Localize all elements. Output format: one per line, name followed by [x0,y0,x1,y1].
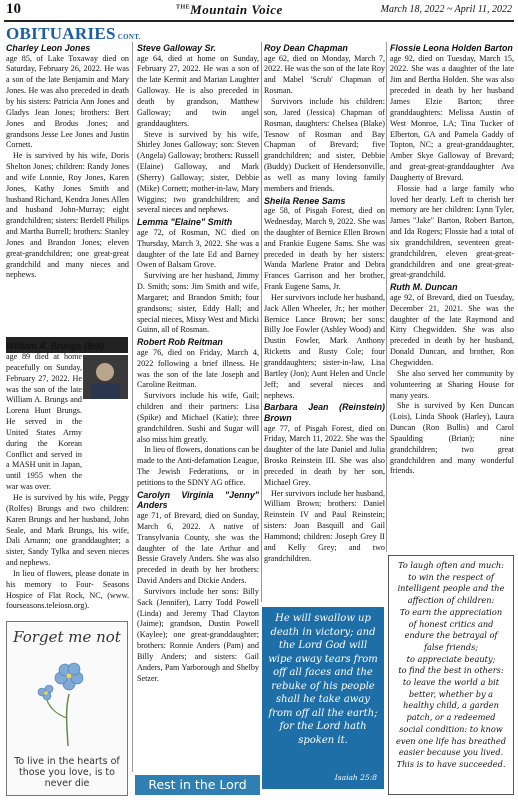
publication-name [176,2,283,18]
poem-line: patch, or a redeemed [406,712,496,723]
obit-paragraph: age 89 died at home peacefully on Sunday, February 27, 2022. He was the son of the late William A. Brungs and Lorena Hunt Brungs. He served in the United States Army during the Korean Conflict and served in a MASH unit in Japan, until 1955 when the war was over. [6,352,82,492]
publication-title: Mountain Voice [190,2,283,17]
obit-paragraph: In lieu of flowers, please donate in his memory to Four- Seasons Hospice of Flat Rock, NC, (www. fourseasons.teleiosn.org). [6,568,129,611]
poem-line: of honest critics and [408,618,494,629]
obit-paragraph: Survivors include her sons: Billy Sack (Jennifer), Larry Todd Powell (Linda) and Jeremy Thad Clayton (Jaime); grandson, Dustin Powell (Kaylee); one great-granddaughter; brothers: Ronnie Anders (Pam) and Billy Anders; and sisters: Gail Anders, Pam Yarborough and Shelby Setzer. [137,586,259,683]
obit-paragraph: age 71, of Brevard, died on Sunday, March 6, 2022. A native of Transylvania County, she was the daughter of the late Arthur and Bessie Gravely Anders. She was also preceded in death by her brothers: David Anders and Dickie Anders. [137,511,259,586]
obit-name: Lemma "Elaine" Smith [137,217,233,228]
obit-column-2 [137,42,259,685]
obit-name: William A. Brungs (Bill) [6,341,104,351]
poem-line: to find the best in others: [398,665,504,676]
issue-dates: March 18, 2022 ~ April 11, 2022 [380,4,512,15]
poem-line: better, whether by a [408,688,494,699]
poem-line: intelligent people and the [397,583,505,594]
poem-line: false friends; [423,641,479,652]
obit-name: Steve Galloway Sr. [137,43,216,53]
obit-column-1 [6,42,129,281]
obit-paragraph: In lieu of flowers, donations can be made to the Anti-defamation League, The Jewish Federations, or in petitions to the SDNY AG office. [137,445,259,487]
column-divider [386,42,387,552]
obit-paragraph: He is survived by his wife, Peggy (Rolfes) Brungs and two children: Karen Brungs and her husband, John Seale, and Mark Brungs, his wife, Dali Arnann; one granddaughter; a sister, Sandy Tylka and seven nieces and nephews. [6,492,129,568]
obit-column-4 [390,42,514,477]
obit-paragraph: She is survived by Ken Duncan (Lois), Linda Shook (Harley), Laura Duncan (Ron Bullis) and Carol Spaulding (Brian); nine grandchildren; two great grandchildren and many wonderful friends. [390,401,514,476]
poem-line: easier because you lived. [398,747,504,758]
obit-paragraph: age 77, of Pisgah Forest, died on Friday, March 11, 2022. She was the daughter of the late Daniel and Julia Brosko Reinstein III. She was also preceded in death by her son, Michael Grey. [264,423,385,487]
obit-paragraph: She also served her community by volunteering at Sharing House for many years. [390,368,514,400]
obit-name: Sheila Renee Sams [264,195,346,206]
obit-name: Carolyn Virginia "Jenny" Anders [137,489,259,511]
poem-line: To earn the appreciation [399,606,503,617]
obit-paragraph: Surviving are her husband, Jimmy D. Smith; sons: Jim Smith and wife, Margaret; and Brandon Smith; four grandsons; sister, Eddy Hall; and special nieces, Missy West and Micki Guinn, all of Rosman. [137,271,259,335]
poem-box [388,555,514,795]
obit-paragraph: age 64, died at home on Sunday, February 27, 2022. He was a son of the late Kermit and Marian Laughter Galloway. He is also preceded in death by grandson, Matthew Galloway; and twin angel granddaughters. [137,53,259,128]
obit-paragraph: He is survived by his wife, Doris Shelton Jones; children: Randy Jones and wife Lonnie, Roy Jones, Karen Jones, Kathy Jones Smith and husband Richard, Kendra Jones Allen and husband John-Murray; eight grandchildren; sisters: Berdell Philips and Martha Burrell; brothers: Stanley Jones and Brandon Jones; eleven great-grandchildren; one great-great grandchild and many nieces and nephews. [6,151,129,280]
obit-paragraph: age 62, died on Monday, March 7, 2022. He was the son of the late Roy and Mabel 'Scrub' Chapman of Rosman. [264,53,385,96]
obit-name: Charley Leon Jones [6,43,91,53]
poem-line: endure the betrayal of [404,630,498,641]
obit-paragraph: age 58, of Pisgah Forest, died on Wednesday, March 9, 2022. She was the daughter of Bernice Ellen Brown and Frankie Eugene Sams. She was preceded in death by her sisters: Wanda Marlene Prator and Debra Frances Garrison and her brother, Frank Eugene Sams, Jr. [264,206,385,292]
scripture-reference: Isaiah 25:8 [334,773,377,782]
poem-line: to win the respect of [408,571,494,582]
poem-line: to appreciate beauty; [406,653,496,664]
obit-paragraph: Survivors include his wife, Gail; children and their partners: Lisa (Spike) and Michael (Katie); three grandchildren. Sushi and Sugar will also miss him greatly. [137,391,259,444]
obit-paragraph: Her survivors include her husband, Jack Allen Wheeler, Jr.; her mother Bernice Lance Brown; her sons: Billy Joe Fowler (Ashley Wood) and Dustin Fowler, Mark Anthony Ricketts and Rusty Cole; four granddaughters; sister-in-law, Lisa Bartley (Jon); Aunt Helen and Uncle Jeff; and several nieces and nephews. [264,292,385,400]
obit-paragraph: Her survivors include her husband, William Brown; brothers: Daniel Reinstein IV and Paul Reinstein; sisters: Joan Basquill and Gail Hammond; children: Joseph Grey II and Kelly Grey; and two grandchildren. [264,488,385,563]
obit-paragraph: age 76, died on Friday, March 4, 2022 following a brief illness. He was the son of the late Joseph and Caroline Reitman. [137,347,259,390]
obit-paragraph: age 92, died on Tuesday, March 15, 2022. She was a daughter of the late Jim and Bertha Holden. She was also preceded in death by her husband James Elzie Barton; three granddaughters: Melissa Austin of West Monroe, LA; Tina Tucker of Elberton, GA and Pamela Gaddy of Topton, NC; a great-granddaughter, Amber Skye Galloway of Brevard; and great-great-granddaughter Ava Daugherty of Brevard. [390,53,514,182]
forget-me-not-box [6,621,128,796]
obit-column-1b [6,340,129,352]
poem-line: This is to have succeeded. [396,758,506,769]
obit-paragraph: Flossie had a large family who loved her dearly. Left to cherish her memory are her children: Lynn Tyler, James "Jake" Barton, Robert Barton, and Ida Rogers; Flossie had a total of six grandchildren, seventeen great-grandchildren, eleven great-great-grandchildren and one great-great-great-grandchild. [390,183,514,280]
obit-name: Ruth M. Duncan [390,282,458,293]
obit-paragraph: Steve is survived by his wife, Shirley Jones Galloway; son: Steven (Angela) Galloway; brothers: Russell (Elaine) Galloway, and Mark (Sherry) Galloway; sister, Debbie (Mike) Cornett; mother-in-law, Mary Wiggins; two grandchildren; and several nieces and nephews. [137,129,259,215]
obit-name: Robert Rob Reitman [137,337,223,348]
poem-line: to leave the world a bit [402,677,500,688]
poem-line: healthy child, a garden [403,700,499,711]
obit-column-3 [264,42,385,565]
forget-me-not-text: To live in the hearts of those you love, is to never die [14,756,120,789]
obit-name: Flossie Leona Holden Barton [390,43,513,53]
publication-the: THE [176,4,191,11]
flower-icon [27,656,109,746]
obit-column-1c [6,352,129,612]
rest-in-the-lord-banner: Rest in the Lord [135,775,260,795]
obit-paragraph: age 72, of Rosman, NC died on Thursday, March 3, 2022. She was a daughter of the late Ed and Barney Owen of Balsam Grove. [137,227,259,270]
forget-me-not-title: Forget me not [13,628,121,646]
page-header [0,0,518,22]
column-divider [132,42,133,772]
poem-line: even one life has breathed [395,735,507,746]
obit-paragraph: age 92, of Brevard, died on Tuesday, December 21, 2021. She was the daughter of the late Raymond and Kitty Chegwidden. She was also preceded in death by her husband, Donald Duncan, and brother, Ron Chegwidden. [390,292,514,367]
section-title [6,24,141,44]
poem-line: social condition: to know [399,723,503,734]
section-cont: CONT. [117,33,141,41]
header-rule [4,20,514,22]
section-title-text: OBITUARIES [6,24,116,43]
obit-paragraph: Survivors include his children: son, Jared (Jessica) Chapman of Rosman, daughters: Chelsea (Blake) Tesnow of Rosman and Bay Chapman of Brevard; five grandchildren; and sister, Debbie (Buddy) Duckett of Hendersonville, as well as many loving family members and friends. [264,96,385,193]
poem-line: To laugh often and much: [398,560,504,570]
scripture-text: He will swallow up death in victory; and the Lord God will wipe away tears from off all faces and the rebuke of his people shall he take away from off all the earth; for the Lord hath spoken it. [268,613,378,746]
column-divider [261,42,262,602]
scripture-box [262,607,384,789]
page-number: 10 [6,1,21,17]
obit-name: Barbara Jean (Reinstein) Brown [264,402,385,423]
poem-line: affection of children: [407,595,495,606]
obit-paragraph: age 85, of Lake Toxaway died on Saturday, February 26, 2022. He was a son of the late Benjamin and Mary Jones. He was also preceded in death by his sisters: Patricia Ann Jones and Gladys Jean Jones; brothers: Bert Jones and Brodus Jones; and grandsons Jesse Lee Jones and Justin Cornett. [6,53,129,150]
obit-name: Roy Dean Chapman [264,43,348,53]
